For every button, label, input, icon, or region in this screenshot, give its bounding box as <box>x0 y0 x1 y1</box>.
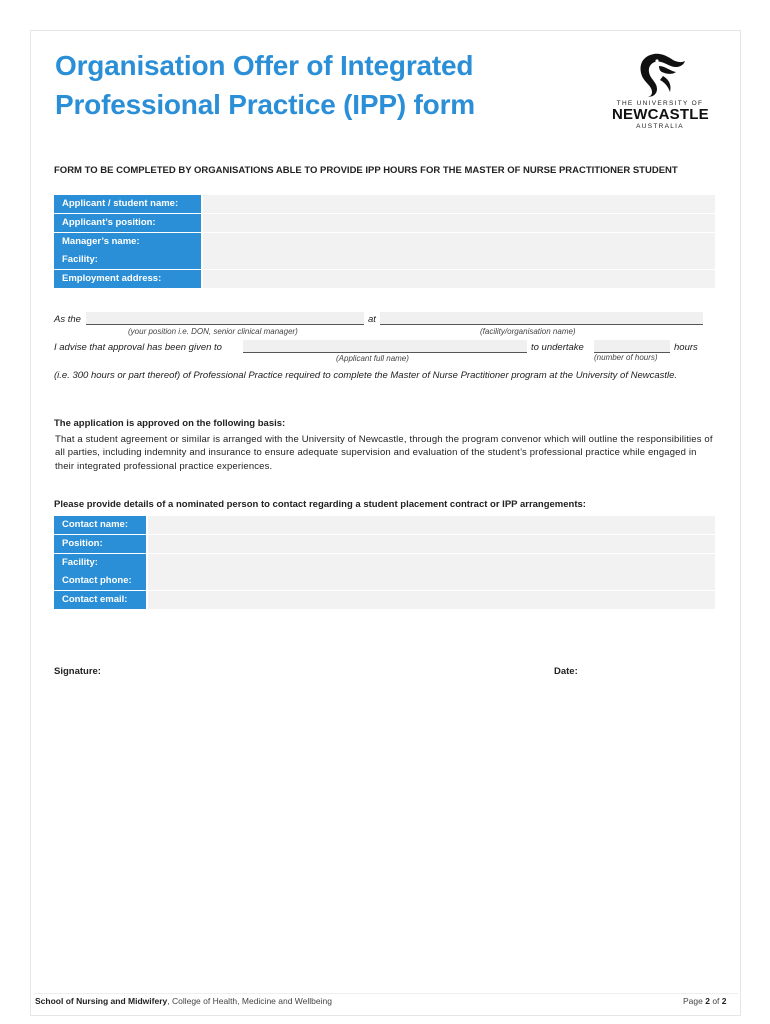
seahorse-crest-icon <box>632 52 686 98</box>
form-heading: FORM TO BE COMPLETED BY ORGANISATIONS ABLE TO PROVIDE IPP HOURS FOR THE MASTER OF NURSE PRACTITIONER STUDENT <box>54 165 678 176</box>
page-prefix: Page <box>683 996 706 1006</box>
page-mid: of <box>709 996 722 1006</box>
facility-input[interactable] <box>380 312 703 324</box>
contact-name-field[interactable] <box>148 516 715 534</box>
contact-position-field[interactable] <box>148 535 715 553</box>
statement-continuation: (i.e. 300 hours or part thereof) of Professional Practice required to complete the Master of Nurse Practitioner program at the University of Newcastle. <box>54 370 678 381</box>
hours-text: hours <box>674 342 698 353</box>
contact-email-field[interactable] <box>148 591 715 609</box>
applicant-position-label: Applicant’s position: <box>54 214 201 232</box>
logo-line-2: NEWCASTLE <box>612 106 709 123</box>
logo-line-3: AUSTRALIA <box>636 123 684 130</box>
table-row <box>54 270 715 288</box>
title-line-2: Professional Practice (IPP) form <box>55 89 475 120</box>
position-underline <box>86 324 364 325</box>
facility-underline <box>380 324 703 325</box>
employment-address-field[interactable] <box>203 270 715 288</box>
advise-text: I advise that approval has been given to <box>54 342 222 353</box>
position-hint: (your position i.e. DON, senior clinical manager) <box>128 327 298 336</box>
hours-hint: (number of hours) <box>594 353 658 362</box>
form-title <box>55 46 475 124</box>
facility-hint: (facility/organisation name) <box>480 327 576 336</box>
contact-facility-field[interactable] <box>148 554 715 572</box>
table-row <box>54 535 715 553</box>
contact-facility-label: Facility: <box>54 554 146 572</box>
logo-line-1: THE UNIVERSITY OF <box>616 100 704 107</box>
contact-table <box>54 516 715 610</box>
footer-text <box>35 996 332 1006</box>
manager-name-field[interactable] <box>203 233 715 251</box>
table-row <box>54 214 715 232</box>
footer-divider <box>34 993 738 994</box>
contact-phone-field[interactable] <box>148 572 715 590</box>
applicant-hint: (Applicant full name) <box>336 354 409 363</box>
applicant-name-field[interactable] <box>203 195 715 213</box>
facility-field[interactable] <box>203 251 715 269</box>
table-row <box>54 572 715 590</box>
table-row <box>54 251 715 269</box>
contact-position-label: Position: <box>54 535 146 553</box>
page-total: 2 <box>721 996 727 1006</box>
basis-text: That a student agreement or similar is arranged with the University of Newcastle, through the program convenor which will outline the responsibilities of all parties, including indemnity and insurance to ensure adequate supervision and evaluation of the student’s professional practice while engaged in their integrated professional practice experiences. <box>55 434 713 472</box>
to-undertake-text: to undertake <box>531 342 584 353</box>
applicant-table <box>54 195 715 289</box>
at-text: at <box>368 314 376 325</box>
university-logo <box>612 52 708 130</box>
basis-heading: The application is approved on the following basis: <box>54 418 286 429</box>
facility-label: Facility: <box>54 251 201 269</box>
contact-name-label: Contact name: <box>54 516 146 534</box>
table-row <box>54 233 715 251</box>
footer-school: School of Nursing and Midwifery <box>35 996 168 1006</box>
applicant-full-name-input[interactable] <box>243 340 527 352</box>
table-row <box>54 195 715 213</box>
position-input[interactable] <box>86 312 364 324</box>
contact-heading: Please provide details of a nominated person to contact regarding a student placement contract or IPP arrangements: <box>54 499 586 510</box>
signature-label: Signature: <box>54 666 101 677</box>
table-row <box>54 591 715 609</box>
manager-name-label: Manager’s name: <box>54 233 201 251</box>
page-current: 2 <box>705 996 710 1006</box>
applicant-underline <box>243 352 527 353</box>
date-label: Date: <box>554 666 578 677</box>
table-row <box>54 516 715 534</box>
table-row <box>54 554 715 572</box>
contact-email-label: Contact email: <box>54 591 146 609</box>
title-line-1: Organisation Offer of Integrated <box>55 50 474 81</box>
page-number <box>683 996 727 1006</box>
applicant-name-label: Applicant / student name: <box>54 195 201 213</box>
hours-input[interactable] <box>594 340 670 352</box>
footer-college: , College of Health, Medicine and Wellbeing <box>167 996 332 1006</box>
applicant-position-field[interactable] <box>203 214 715 232</box>
employment-address-label: Employment address: <box>54 270 201 288</box>
contact-phone-label: Contact phone: <box>54 572 146 590</box>
as-the-text: As the <box>54 314 81 325</box>
